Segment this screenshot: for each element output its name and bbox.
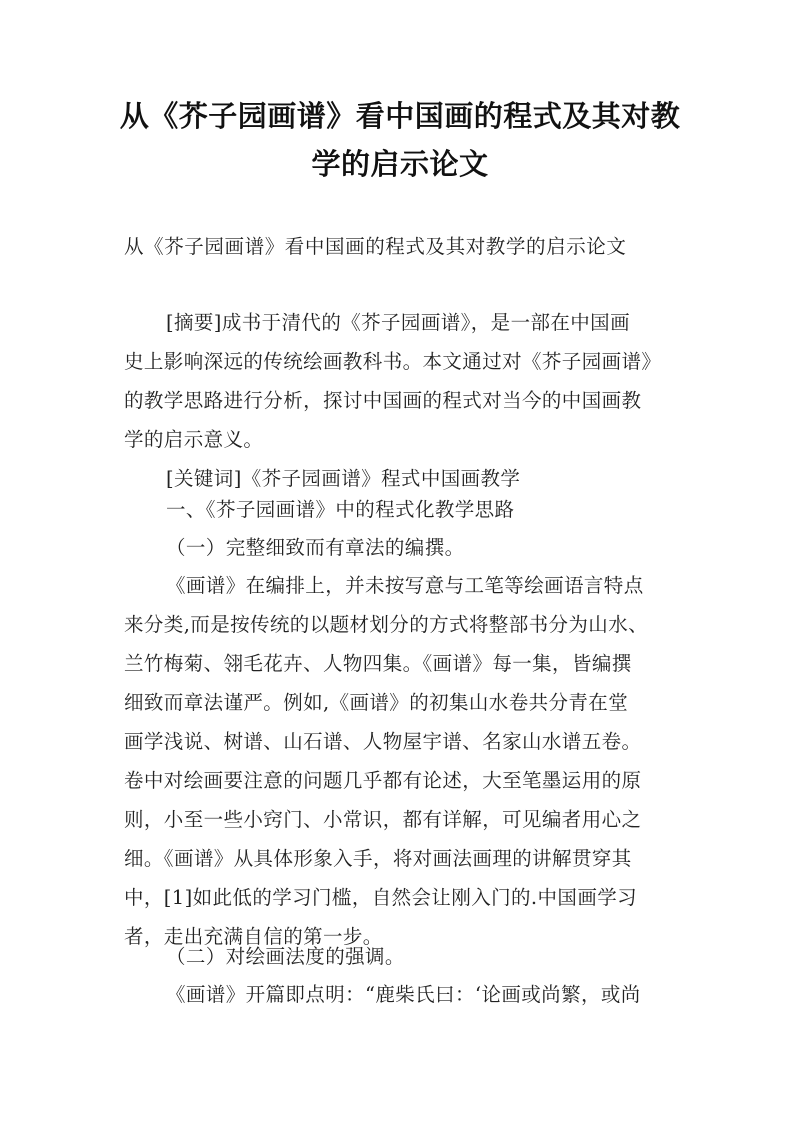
paragraph-line: 者，走出充满自信的第一步。: [124, 925, 383, 948]
paragraph-line: 来分类,而是按传统的以题材划分的方式将整部书分为山水、: [124, 613, 648, 636]
subsection1-heading: （一）完整细致而有章法的编撰。: [166, 536, 465, 559]
document-subtitle: 从《芥子园画谱》看中国画的程式及其对教学的启示论文: [124, 235, 627, 258]
body-paragraph: [124, 571, 690, 961]
paragraph-line: 细致而章法谨严。例如,《画谱》的初集山水卷共分青在堂: [124, 691, 629, 714]
body-paragraph: [124, 980, 690, 1019]
keywords-line: [关键词]《芥子园画谱》程式中国画教学: [166, 467, 521, 490]
title-line-2: 学的启示论文: [311, 147, 489, 181]
abstract-line: 史上影响深远的传统绘画教科书。本文通过对《芥子园画谱》: [124, 350, 662, 373]
paragraph-line: 兰竹梅菊、翎毛花卉、人物四集。《画谱》每一集，皆编撰: [124, 652, 632, 675]
abstract-line: [摘要]成书于清代的《芥子园画谱》，是一部在中国画: [166, 311, 630, 334]
paragraph-line: 《画谱》在编排上，并未按写意与工笔等绘画语言特点: [166, 574, 644, 597]
document-title: [100, 92, 700, 188]
paragraph-line: 《画谱》开篇即点明：“鹿柴氏曰：‘论画或尚繁，或尚: [166, 983, 641, 1006]
abstract-line: 学的启示意义。: [124, 428, 264, 451]
subsection-heading: [124, 942, 690, 981]
paragraph-line: 中，[1]如此低的学习门槛，自然会让刚入门的.中国画学习: [124, 886, 638, 909]
abstract-line: 的教学思路进行分析，探讨中国画的程式对当今的中国画教: [124, 389, 642, 412]
paragraph-line: 画学浅说、树谱、山石谱、人物屋宇谱、名家山水谱五卷。: [124, 730, 642, 753]
paragraph-line: 细。《画谱》从具体形象入手，将对画法画理的讲解贯穿其: [124, 847, 632, 870]
section1-heading: 一、《芥子园画谱》中的程式化教学思路: [166, 498, 515, 521]
subsection2-heading: （二）对绘画法度的强调。: [166, 945, 405, 968]
title-line-1: 从《芥子园画谱》看中国画的程式及其对教: [119, 99, 681, 133]
section-heading: [124, 495, 690, 534]
subsection-heading: [124, 533, 690, 572]
paragraph-line: 则，小至一些小窍门、小常识，都有详解，可见编者用心之: [124, 808, 642, 831]
abstract-paragraph: [124, 308, 690, 464]
paragraph-line: 卷中对绘画要注意的问题几乎都有论述，大至笔墨运用的原: [124, 769, 642, 792]
